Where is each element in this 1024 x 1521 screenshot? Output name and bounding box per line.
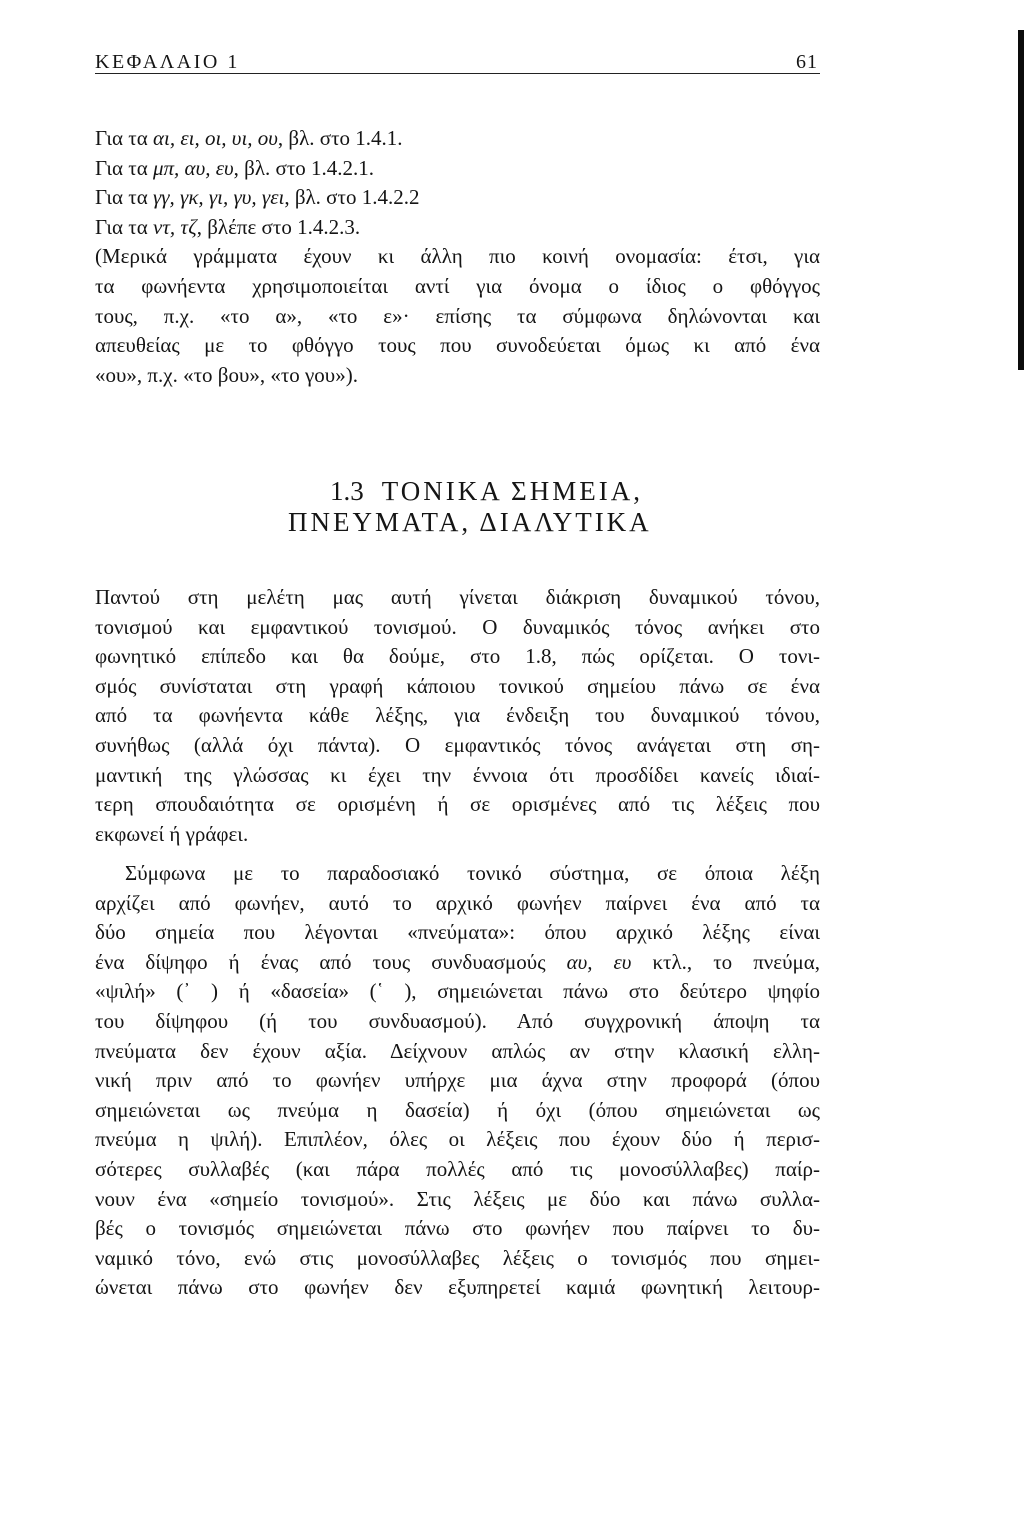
- section-title-part-1: ΤΟΝΙΚΑ ΣΗΜΕΙΑ,: [381, 476, 643, 506]
- text-line: Σύμφωνα με το παραδοσιακό τονικό σύστημα, σε όποια λέξη: [125, 861, 820, 885]
- text-line: τονισμού και εμφαντικού τονισμού. Ο δυναμικός τόνος ανήκει στο: [95, 614, 820, 639]
- ref-letters: ντ, τζ: [153, 214, 197, 239]
- text-line: συνήθως (αλλά όχι πάντα). Ο εμφαντικός τόνος ανάγεται στη ση-: [95, 732, 820, 757]
- text-line: «ψιλή» (᾿ ) ή «δασεία» (῾ ), σημειώνεται πάνω στο δεύτερο ψηφίο: [95, 979, 820, 1004]
- ref-tail: , βλ. στο 1.4.2.2: [284, 185, 420, 210]
- cross-reference-line: [95, 213, 820, 243]
- note-line: τα φωνήεντα χρησιμοποιείται αντί για όνομα ο ίδιος ο φθόγγος: [95, 273, 820, 298]
- section-number: 1.3: [330, 476, 364, 506]
- note-line: (Μερικά γράμματα έχουν κι άλλη πιο κοινή ονομασία: έτσι, για: [95, 244, 820, 269]
- text-line: σότερες συλλαβές (και πάρα πολλές από τις μονοσύλλαβες) παίρ-: [95, 1156, 820, 1181]
- italic-segment: αυ, ευ: [566, 949, 632, 974]
- line-segment: κτλ., το πνεύμα,: [631, 949, 821, 974]
- ref-tail: , βλ. στο 1.4.1.: [277, 126, 403, 150]
- text-line: φωνητικό επίπεδο και θα δούμε, στο 1.8, πώς ορίζεται. Ο τονι-: [95, 644, 820, 669]
- section-title-part-2: ΠΝΕΥΜΑΤΑ, ΔΙΑΛΥΤΙΚΑ: [288, 507, 652, 537]
- header-rule: [95, 73, 820, 74]
- text-line: νική πριν από το φωνήεν υπήρχε μια άχνα στην προφορά (όπου: [95, 1068, 820, 1093]
- ref-lead: Για τα: [95, 185, 153, 210]
- paragraph-1: [95, 583, 820, 849]
- cross-reference-line: [95, 124, 820, 154]
- text-line: ώνεται πάνω στο φωνήεν δεν εξυπηρετεί καμιά φωνητική λειτουρ-: [95, 1275, 820, 1300]
- ref-tail: , βλέπε στο 1.4.2.3.: [196, 214, 361, 239]
- chapter-label: ΚΕΦΑΛΑΙΟ 1: [95, 51, 240, 73]
- text-line: βές ο τονισμός σημειώνεται πάνω στο φωνήεν που παίρνει το δυ-: [95, 1216, 820, 1241]
- paragraph-2: [95, 859, 820, 1303]
- scan-edge-bar: [1018, 30, 1024, 370]
- text-line: σμός συνίσταται στη γραφή κάποιου τονικού σημείου πάνω σε ένα: [95, 673, 820, 698]
- note-line: τους, π.χ. «το α», «το ε»· επίσης τα σύμφωνα δηλώνονται και: [95, 303, 820, 328]
- text-line: τερη σπουδαιότητα σε ορισμένη ή σε ορισμένες από τις λέξεις που: [95, 792, 820, 817]
- cross-reference-line: [95, 154, 820, 184]
- text-line: σημειώνεται ως πνεύμα η δασεία) ή όχι (όπου σημειώνεται ως: [95, 1097, 820, 1122]
- text-line: εκφωνεί ή γράφει.: [95, 821, 249, 846]
- running-head: [95, 50, 820, 74]
- ref-letters: γγ, γκ, γι, γυ, γει: [153, 185, 285, 210]
- text-line: μαντική της γλώσσας κι έχει την έννοια ότι προσδίδει κανείς ιδιαί-: [95, 762, 820, 787]
- note-line: «ου», π.χ. «το βου», «το γου»).: [95, 362, 358, 387]
- text-line: [95, 948, 820, 978]
- cross-reference-line: [95, 183, 820, 213]
- text-line: πνεύματα δεν έχουν αξία. Δείχνουν απλώς αν στην κλασική ελλη-: [95, 1038, 820, 1063]
- text-line: από τα φωνήεντα κάθε λέξης, για ένδειξη του δυναμικού τόνου,: [95, 703, 820, 728]
- cross-reference-block: [95, 124, 820, 390]
- ref-lead: Για τα: [95, 155, 153, 180]
- section-heading-line-1: [330, 476, 643, 507]
- text-line: ναμικό τόνο, ενώ στις μονοσύλλαβες λέξεις ο τονισμός που σημει-: [95, 1245, 820, 1270]
- ref-tail: , βλ. στο 1.4.2.1.: [233, 155, 375, 180]
- text-line: νουν ένα «σημείο τονισμού». Στις λέξεις με δύο και πάνω συλλα-: [95, 1186, 820, 1211]
- text-line: Παντού στη μελέτη μας αυτή γίνεται διάκριση δυναμικού τόνου,: [95, 585, 820, 609]
- page-number: 61: [796, 51, 818, 73]
- text-line: δύο σημεία που λέγονται «πνεύματα»: όπου αρχικό λέξης είναι: [95, 920, 820, 945]
- ref-letters: μπ, αυ, ευ: [153, 155, 234, 180]
- text-line: του δίψηφου (ή του συνδυασμού). Από συγχρονική άποψη τα: [95, 1008, 820, 1033]
- ref-letters: αι, ει, οι, υι, ου: [153, 126, 278, 150]
- text-line: αρχίζει από φωνήεν, αυτό το αρχικό φωνήεν παίρνει ένα από τα: [95, 890, 820, 915]
- section-heading-line-2: [288, 507, 652, 538]
- ref-lead: Για τα: [95, 126, 153, 150]
- note-line: απευθείας με το φθόγγο τους που συνοδεύεται όμως κι από ένα: [95, 333, 820, 358]
- line-segment: ένα δίψηφο ή ένας από τους συνδυασμούς: [95, 949, 567, 974]
- text-line: πνεύμα η ψιλή). Επιπλέον, όλες οι λέξεις που έχουν δύο ή περισ-: [95, 1127, 820, 1152]
- ref-lead: Για τα: [95, 214, 153, 239]
